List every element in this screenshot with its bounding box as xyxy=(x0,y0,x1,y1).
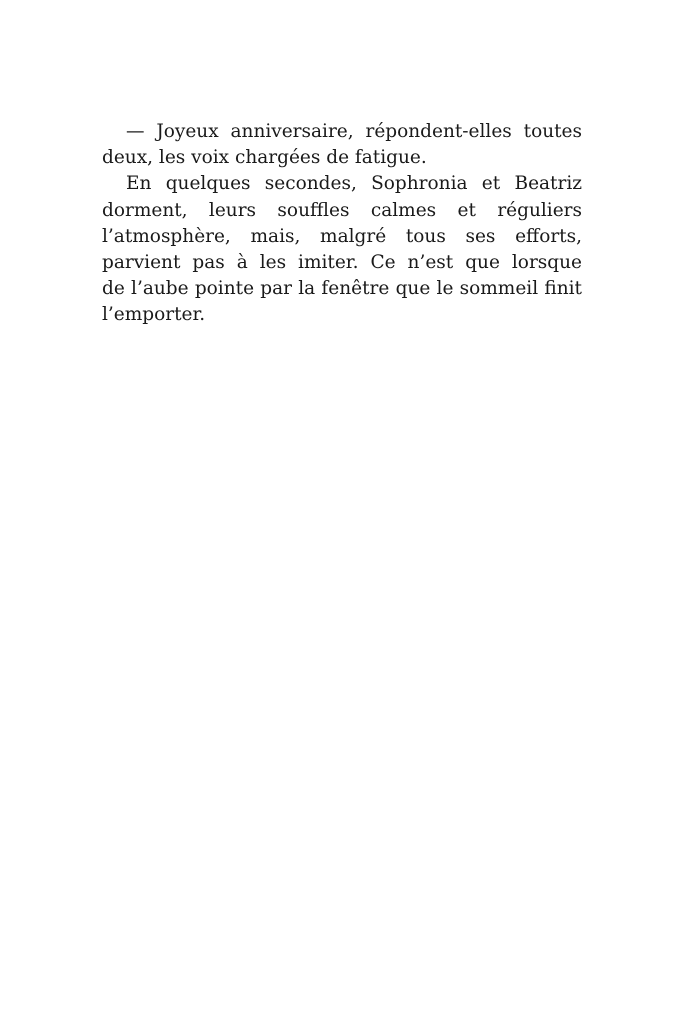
paragraph-2-line-3: l’atmosphère, mais, malgré tous ses efforts, xyxy=(102,225,582,247)
paragraph-2-line-1: En quelques secondes, Sophronia et Beatriz xyxy=(126,173,582,195)
paragraph-2-line-4: parvient pas à les imiter. Ce n’est que lorsque xyxy=(102,251,582,273)
paragraph-2-line-6: l’emporter. xyxy=(102,304,206,326)
body-text xyxy=(102,119,582,329)
paragraph-1-line-1: — Joyeux anniversaire, répondent-elles toutes xyxy=(126,121,582,142)
paragraph-2-line-2: dorment, leurs souffles calmes et réguliers xyxy=(102,199,582,221)
paragraph-2-line-5: de l’aube pointe par la fenêtre que le sommeil finit xyxy=(102,278,582,300)
paragraph-1-line-2: deux, les voix chargées de fatigue. xyxy=(102,147,427,169)
